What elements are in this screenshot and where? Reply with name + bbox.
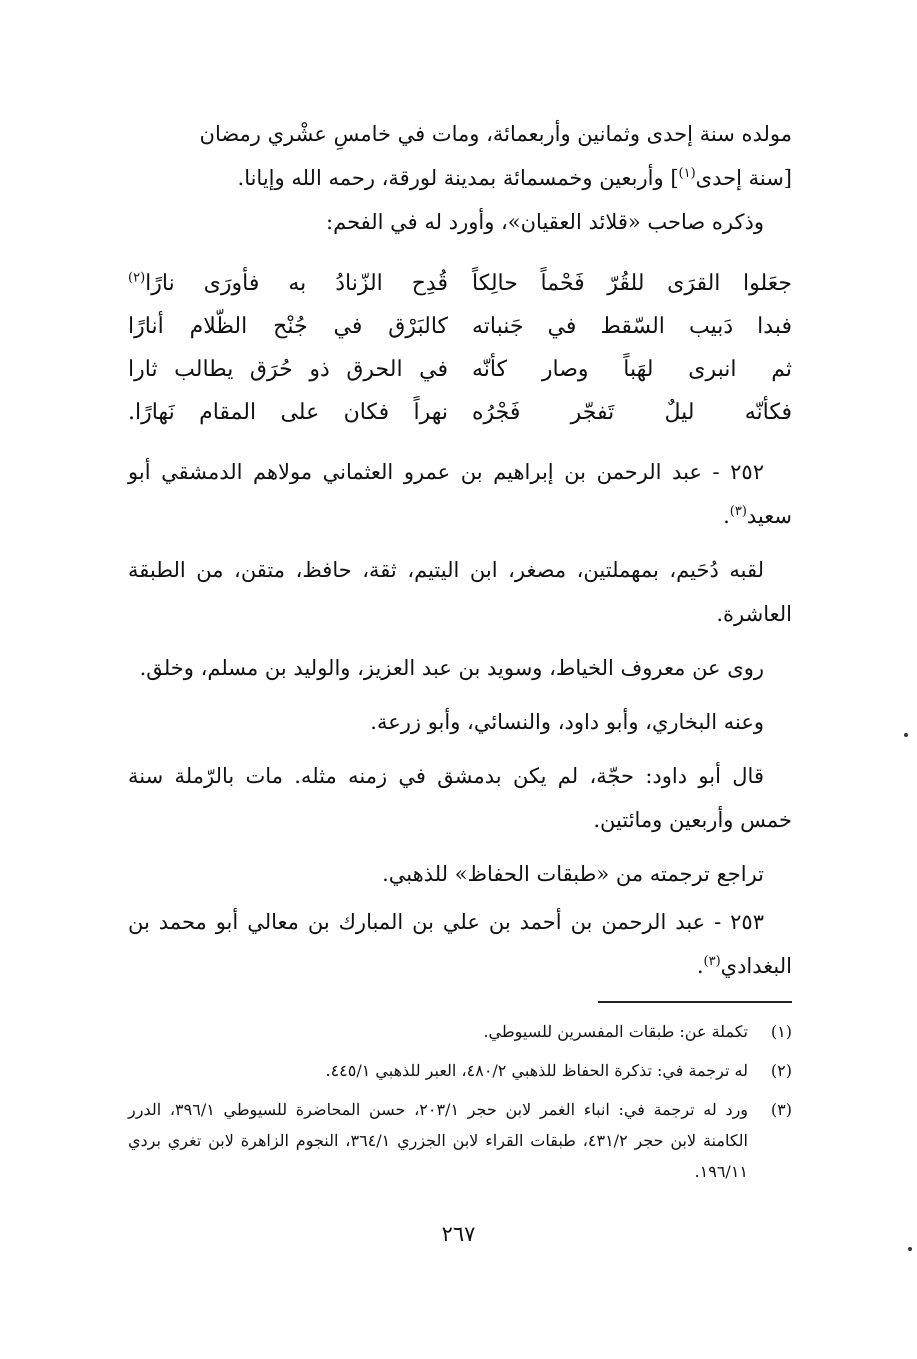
verse-second-hemistich: في الحرق ذو حُرَق يطالب ثارا	[128, 357, 448, 382]
verse-first-hemistich: جعَلوا القرَى للقُرّ فَحْماً حالِكاً	[472, 271, 792, 296]
footnote	[128, 1016, 792, 1047]
page-number: ٢٦٧	[441, 1222, 476, 1246]
verse-second-hemistich: نهراً فكان على المقام نَهارًا.	[128, 400, 448, 425]
intro-line-1: مولده سنة إحدى وثمانين وأربعمائة، ومات في خامسِ عشْري رمضان	[199, 122, 792, 146]
footnote-divider	[598, 1001, 792, 1003]
footnote	[128, 1055, 792, 1086]
intro-line-2-start: [سنة إحدى	[695, 166, 792, 190]
verse-second-hemistich-text: قُدِح الزّنادُ به فأورَى نارًا	[145, 271, 448, 296]
intro-line-2-end: ] وأربعين وخمسمائة بمدينة لورقة، رحمه الله وإيانا.	[237, 166, 679, 190]
footnote-ref-1: (١)	[678, 166, 696, 181]
entry-253-heading-end: .	[696, 954, 704, 978]
poem-verse	[128, 348, 792, 391]
verse-first-hemistich: فبدا دَبيب السّقط في جَنباته	[472, 314, 792, 339]
footnote-number: (٢)	[770, 1061, 792, 1080]
intro-line-2	[128, 156, 792, 200]
verse-first-hemistich: ثم انبرى لهَباً وصار كأنّه	[472, 357, 792, 382]
intro-line-3: وذكره صاحب «قلائد العقيان»، وأورد له في الفحم:	[326, 210, 764, 234]
entry-253	[128, 900, 792, 998]
footnotes	[128, 1016, 792, 1195]
entry-252-paragraph: قال أبو داود: حجّة، لم يكن بدمشق في زمنه مثله. مات بالرّملة سنة خمس وأربعين ومائتين.	[128, 764, 792, 832]
footnote-ref-2: (٢)	[128, 270, 146, 286]
verse-second-hemistich: كالبَرْق في جُنْح الظّلام أنارًا	[128, 314, 448, 339]
entry-252-paragraph: روى عن معروف الخياط، وسويد بن عبد العزيز، والوليد بن مسلم، وخلق.	[139, 656, 764, 680]
entry-252-paragraph: وعنه البخاري، وأبو داود، والنسائي، وأبو زرعة.	[370, 710, 764, 734]
entry-253-heading	[128, 900, 792, 988]
poem-verse	[128, 305, 792, 348]
entry-252-heading-text: ٢٥٢ - عبد الرحمن بن إبراهيم بن عمرو العثماني مولاهم الدمشقي أبو سعيد	[128, 460, 792, 528]
footnote-text: تكملة عن: طبقات المفسرين للسيوطي.	[483, 1022, 748, 1041]
verse-first-hemistich: فكأنّه ليلٌ تَفجّر فَجْرُه	[472, 400, 792, 425]
entry-253-heading-text: ٢٥٣ - عبد الرحمن بن أحمد بن علي بن المبارك بن معالي أبو محمد بن البغدادي	[128, 910, 792, 978]
entry-252-paragraph: تراجع ترجمته من «طبقات الحفاظ» للذهبي.	[382, 862, 764, 886]
footnote-text: له ترجمة في: تذكرة الحفاظ للذهبي ٤٨٠/٢، العبر للذهبي ٤٤٥/١.	[325, 1061, 748, 1080]
scan-speck	[908, 1247, 912, 1251]
poem-verse	[128, 391, 792, 434]
footnote-ref-3b: (٣)	[703, 954, 721, 969]
poem	[128, 262, 792, 434]
poem-verse	[128, 262, 792, 305]
verse-second-hemistich	[128, 262, 448, 305]
entry-252-heading-end: .	[723, 504, 730, 528]
footnote-ref-3: (٣)	[729, 504, 747, 519]
entry-252	[128, 450, 792, 906]
intro-paragraph	[128, 112, 792, 244]
scan-speck	[904, 733, 908, 737]
footnote	[128, 1094, 792, 1187]
footnote-text: ورد له ترجمة في: انباء الغمر لابن حجر ٢٠٣/١، حسن المحاضرة للسيوطي ٣٩٦/١، الدرر الكامنة لابن حجر ٤٣١/٢، طبقات القراء لابن الجزري ٣٦٤/١، النجوم الزاهرة لابن تغري بردي ١٩٦/١١.	[128, 1100, 749, 1181]
entry-252-heading	[128, 450, 792, 538]
entry-252-paragraph: لقبه دُحَيم، بمهملتين، مصغر، ابن اليتيم، ثقة، حافظ، متقن، من الطبقة العاشرة.	[128, 558, 792, 626]
footnote-number: (٣)	[770, 1100, 792, 1119]
footnote-number: (١)	[770, 1022, 792, 1041]
